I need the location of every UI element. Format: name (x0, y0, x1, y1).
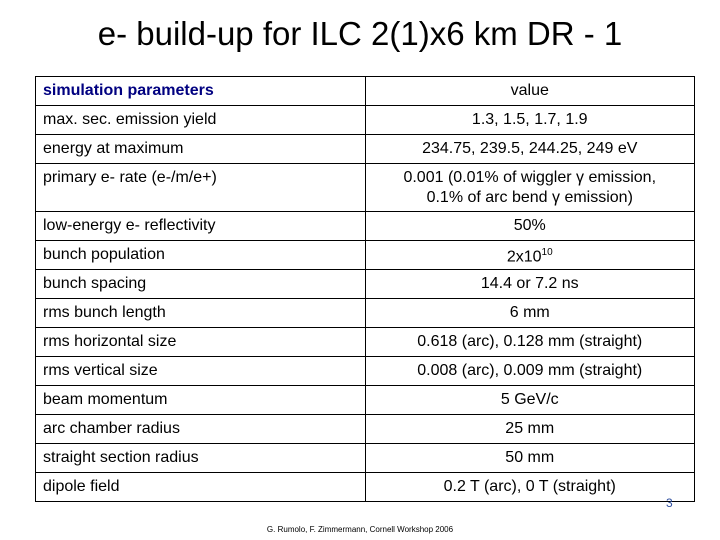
value-base: 2x10 (506, 248, 542, 266)
table-row (36, 212, 695, 241)
param-cell: low-energy e- reflectivity (36, 212, 366, 241)
param-cell: energy at maximum (36, 134, 366, 163)
value-cell: 14.4 or 7.2 ns (365, 270, 695, 299)
value-cell: 234.75, 239.5, 244.25, 249 eV (365, 134, 695, 163)
value-exponent: 10 (541, 247, 553, 259)
table-row (36, 415, 695, 444)
table-row (36, 473, 695, 502)
param-cell: rms horizontal size (36, 328, 366, 357)
value-cell: 25 mm (365, 415, 695, 444)
table-row (36, 105, 695, 134)
value-cell (365, 163, 695, 212)
table-row (36, 357, 695, 386)
header-param: simulation parameters (36, 77, 366, 106)
param-cell: primary e- rate (e-/m/e+) (36, 163, 366, 212)
value-cell: 0.2 T (arc), 0 T (straight) (365, 473, 695, 502)
param-cell: dipole field (36, 473, 366, 502)
value-cell: 50% (365, 212, 695, 241)
value-cell: 1.3, 1.5, 1.7, 1.9 (365, 105, 695, 134)
table-row (36, 444, 695, 473)
parameters-table (35, 76, 695, 502)
header-value: value (365, 77, 695, 106)
value-cell: 6 mm (365, 299, 695, 328)
footer-credit: G. Rumolo, F. Zimmermann, Cornell Workshop 2006 (266, 525, 454, 534)
value-cell: 0.008 (arc), 0.009 mm (straight) (365, 357, 695, 386)
param-cell: max. sec. emission yield (36, 105, 366, 134)
value-line: 0.1% of arc bend γ emission) (426, 188, 633, 206)
table-header-row (36, 77, 695, 106)
slide-title: e- build-up for ILC 2(1)x6 km DR - 1 (97, 15, 623, 52)
page-number: 3 (666, 496, 673, 510)
param-cell: bunch spacing (36, 270, 366, 299)
value-cell (365, 241, 695, 270)
param-cell: bunch population (36, 241, 366, 270)
table-row (36, 328, 695, 357)
param-cell: rms vertical size (36, 357, 366, 386)
table-row (36, 163, 695, 212)
value-cell: 50 mm (365, 444, 695, 473)
table-row (36, 386, 695, 415)
value-cell: 0.618 (arc), 0.128 mm (straight) (365, 328, 695, 357)
table-row (36, 299, 695, 328)
value-cell: 5 GeV/c (365, 386, 695, 415)
table-row (36, 134, 695, 163)
param-cell: straight section radius (36, 444, 366, 473)
table-row (36, 241, 695, 270)
table-row (36, 270, 695, 299)
param-cell: arc chamber radius (36, 415, 366, 444)
value-line: 0.001 (0.01% of wiggler γ emission, (403, 168, 657, 186)
param-cell: rms bunch length (36, 299, 366, 328)
param-cell: beam momentum (36, 386, 366, 415)
